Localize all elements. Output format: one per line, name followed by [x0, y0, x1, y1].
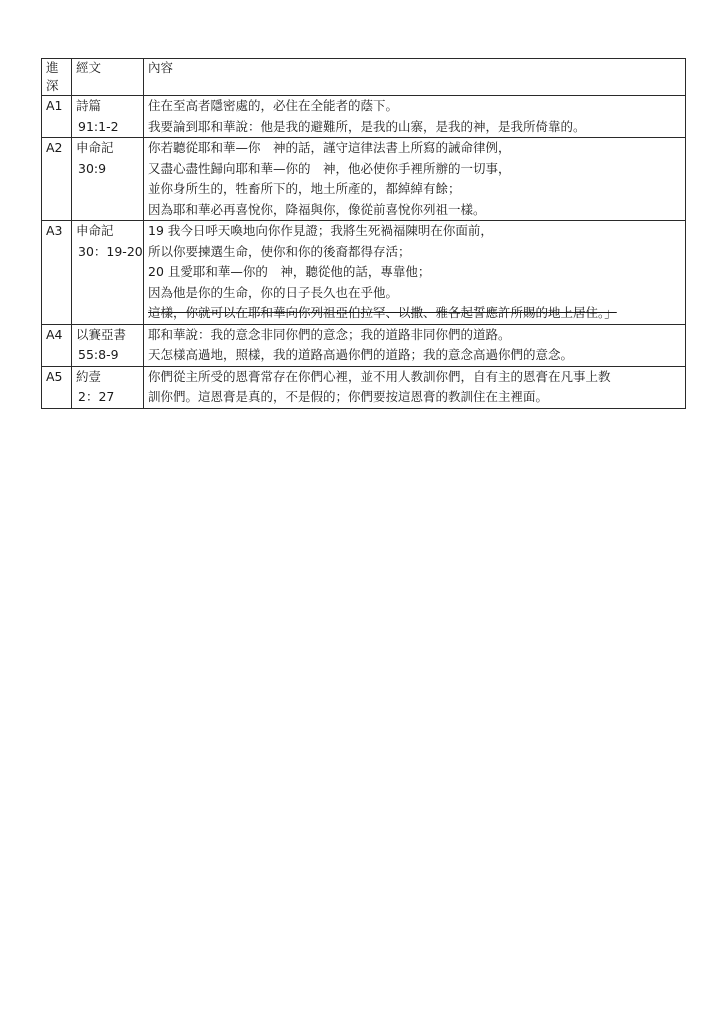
ref-verse: 91:1-2	[78, 118, 119, 134]
scripture-ref-cell	[72, 221, 144, 325]
content-line: 又盡心盡性歸向耶和華—你的 神，他必使你手裡所辦的一切事，	[148, 160, 511, 176]
content-cell	[144, 138, 686, 221]
content-line: 耶和華說：我的意念非同你們的意念；我的道路非同你們的道路。	[148, 326, 511, 342]
content-cell	[144, 221, 686, 325]
scripture-ref-cell	[72, 324, 144, 366]
header-scripture: 經文	[72, 59, 144, 96]
ref-verse: 30:9	[78, 160, 107, 176]
level-cell: A5	[42, 366, 72, 408]
ref-book: 申命記	[76, 140, 114, 155]
content-cell	[144, 324, 686, 366]
table-header-row	[42, 59, 686, 96]
header-content: 內容	[144, 59, 686, 96]
content-line: 天怎樣高過地，照樣，我的道路高過你們的道路；我的意念高過你們的意念。	[148, 347, 574, 362]
content-line: 你們從主所受的恩膏常存在你們心裡，並不用人教訓你們，自有主的恩膏在凡事上教	[148, 368, 611, 384]
level-cell: A2	[42, 138, 72, 221]
content-line: 19 我今日呼天喚地向你作見證；我將生死禍福陳明在你面前，	[148, 223, 493, 238]
content-line: 20 且愛耶和華—你的 神，聽從他的話，專靠他；	[148, 264, 431, 279]
ref-book: 申命記	[76, 223, 114, 238]
content-line: 並你身所生的，牲畜所下的，地土所產的，都綽綽有餘；	[148, 181, 461, 196]
verse-table	[41, 58, 686, 409]
ref-verse: 2：27	[78, 389, 115, 404]
scripture-ref-cell	[72, 366, 144, 408]
ref-book: 以賽亞書	[76, 326, 127, 342]
table-row	[42, 138, 686, 221]
level-cell: A3	[42, 221, 72, 325]
content-cell	[144, 96, 686, 138]
content-line: 我要論到耶和華說：他是我的避難所，是我的山寨，是我的神，是我所倚靠的。	[148, 118, 586, 134]
ref-book: 約壹	[76, 368, 102, 384]
ref-verse: 55:8-9	[78, 347, 119, 362]
ref-verse: 30：19-20	[78, 243, 143, 259]
level-cell: A1	[42, 96, 72, 138]
table-row	[42, 366, 686, 408]
table-row	[42, 221, 686, 325]
table-row	[42, 96, 686, 138]
struck-out-line: 這樣，你就可以在耶和華向你列祖亞伯拉罕、以撒、雅各起誓應許所賜的地上居住。」	[148, 305, 617, 320]
level-cell: A4	[42, 324, 72, 366]
content-line: 因為他是你的生命，你的日子長久也在乎他。	[148, 284, 399, 300]
scripture-ref-cell	[72, 138, 144, 221]
ref-book: 詩篇	[76, 98, 102, 113]
content-line: 訓你們。這恩膏是真的，不是假的；你們要按這恩膏的教訓住在主裡面。	[148, 389, 549, 404]
table-row	[42, 324, 686, 366]
content-line: 你若聽從耶和華—你 神的話，謹守這律法書上所寫的誡命律例，	[148, 140, 511, 155]
header-level: 進深	[42, 59, 72, 96]
scripture-ref-cell	[72, 96, 144, 138]
content-cell	[144, 366, 686, 408]
content-line: 住在至高者隱密處的，必住在全能者的蔭下。	[148, 98, 399, 113]
content-line: 因為耶和華必再喜悅你，降福與你，像從前喜悅你列祖一樣。	[148, 201, 486, 217]
content-line: 所以你要揀選生命，使你和你的後裔都得存活；	[148, 243, 411, 259]
